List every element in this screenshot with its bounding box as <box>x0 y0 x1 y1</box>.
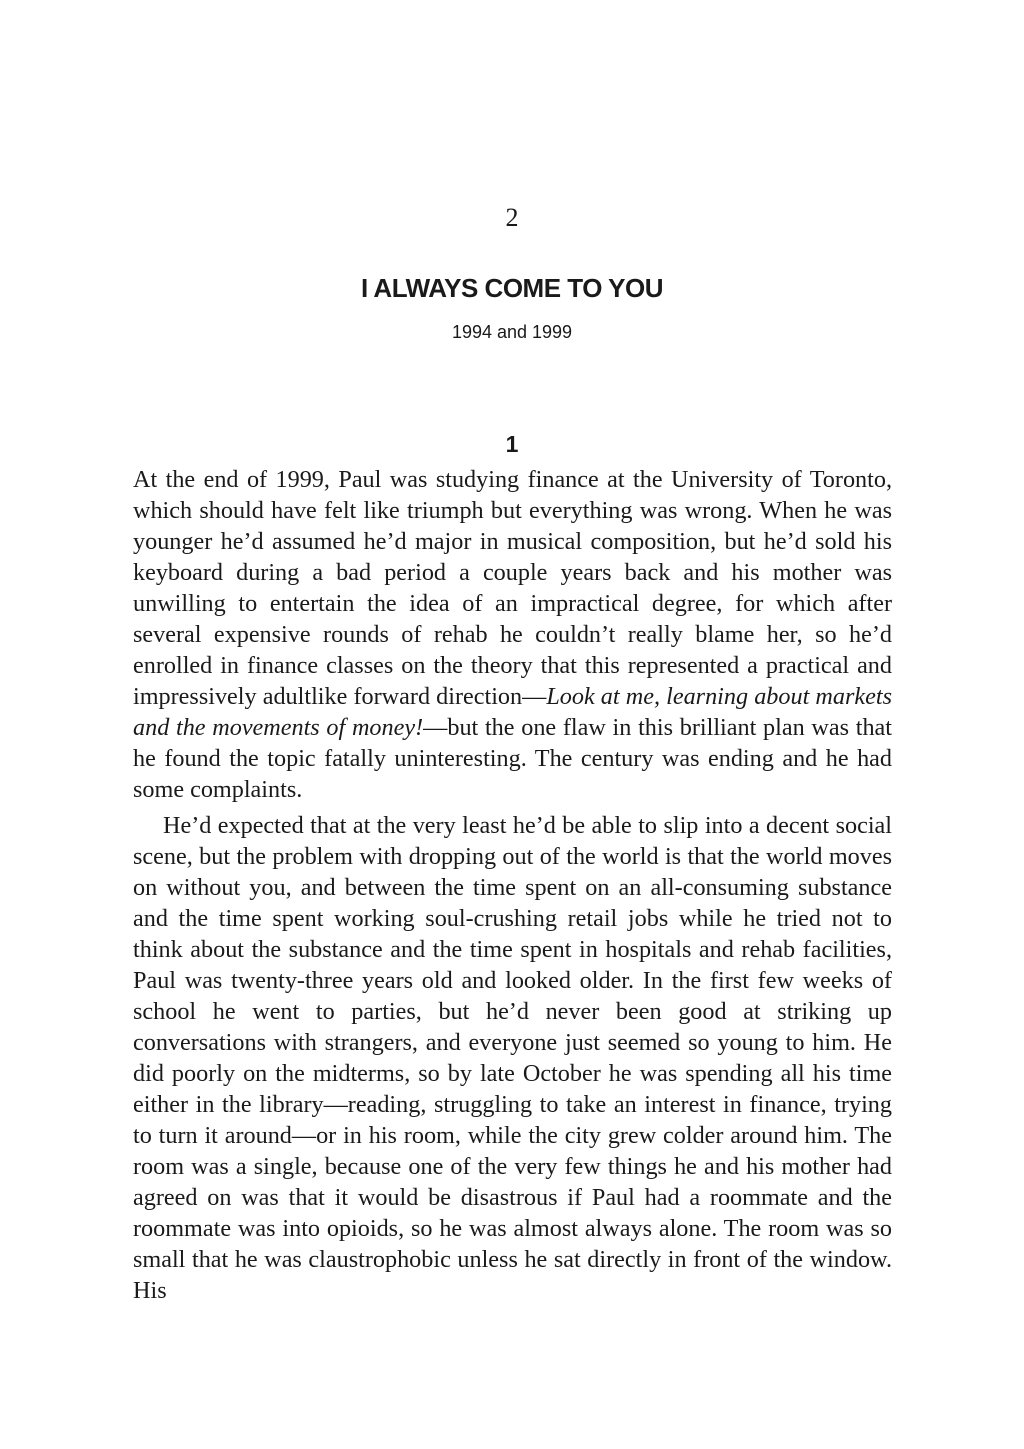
paragraph-1-text-start: At the end of 1999, Paul was studying finance at the University of Toronto, which should have felt like triumph but everything was wrong. When he was younger he’d assumed he’d major in musical composition, but he’d sold his keyboard during a bad period a couple years back and his mother was unwilling to entertain the idea of an impractical degree, for which after several expensive rounds of rehab he couldn’t really blame her, so he’d enrolled in finance classes on the theory that this represented a practical and impressively adultlike forward direction— <box>133 466 892 710</box>
chapter-number: 2 <box>505 203 519 232</box>
chapter-dates: 1994 and 1999 <box>451 322 573 342</box>
paragraph-1-italic-text: Look at me, learning about markets and the movements of money! <box>133 683 892 741</box>
body-text <box>133 464 892 1306</box>
paragraph-1-text-end: —but the one flaw in this brilliant plan was that he found the topic fatally uninteresting. The century was ending and he had some complaints. <box>133 714 892 803</box>
paragraph-2: He’d expected that at the very least he’d be able to slip into a decent social scene, but the problem with dropping out of the world is that the world moves on without you, and between the time spent on an all-consuming substance and the time spent working soul-crushing retail jobs while he tried not to think about the substance and the time spent in hospitals and rehab facilities, Paul was twenty-three years old and looked older. In the first few weeks of school he went to parties, but he’d never been good at striking up conversations with strangers, and everyone just seemed so young to him. He did poorly on the midterms, so by late October he was spending all his time either in the library—reading, struggling to take an interest in finance, trying to turn it around—or in his room, while the city grew colder around him. The room was a single, because one of the very few things he and his mother had agreed on was that it would be disastrous if Paul had a roommate and the roommate was into opioids, so he was almost always alone. The room was so small that he was claustrophobic unless he sat directly in front of the window. His <box>133 812 892 1304</box>
section-number: 1 <box>505 431 519 457</box>
paragraph-1 <box>133 464 892 805</box>
chapter-title: I ALWAYS COME TO YOU <box>360 273 664 303</box>
